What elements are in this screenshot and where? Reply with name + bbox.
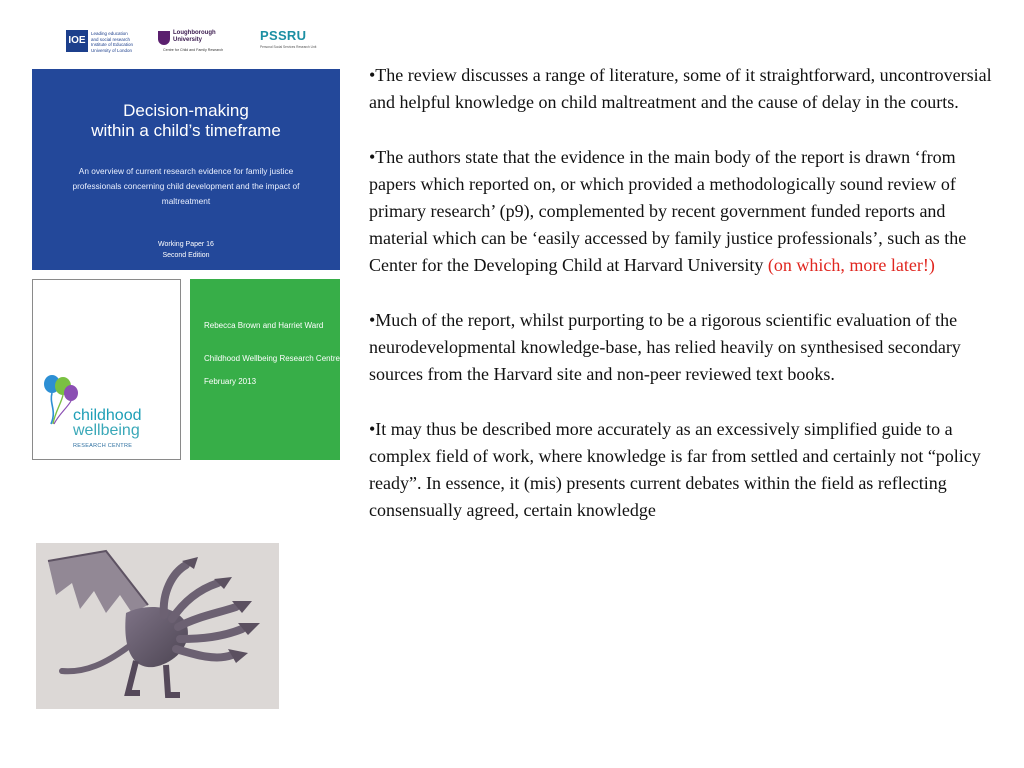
report-date: February 2013: [204, 377, 257, 386]
loughborough-logo-name: Loughborough University: [173, 30, 216, 43]
bullet-4: •It may thus be described more accurately as an excessively simplified guide to a complex field of work, where knowledge is far from settled and certainly not “policy ready”. In essence, it (mis) presents current debates within the field as reflecting consensually agreed, certain knowledge: [369, 418, 981, 521]
bullet-1: •The review discusses a range of literature, some of it straightforward, uncontroversial and helpful knowledge on child maltreatment and the cause of delay in the courts.: [369, 65, 992, 113]
slide-body-text: [369, 62, 999, 552]
report-cover-title: Decision-making within a child’s timeframe: [91, 101, 281, 140]
loughborough-crest-icon: [158, 31, 170, 45]
report-centre: Childhood Wellbeing Research Centre: [204, 354, 340, 363]
bullet-2-highlight: (on which, more later!): [767, 255, 935, 276]
report-authors: Rebecca Brown and Harriet Ward: [204, 321, 324, 330]
cwrc-logo-text: childhood wellbeing RESEARCH CENTRE: [73, 407, 142, 449]
ioe-logo-tagline: Leading education and social research Institute of Education University of London: [91, 31, 134, 53]
hydra-dragon-image: [36, 543, 279, 709]
bullet-2: [369, 144, 999, 280]
pssru-logo: [260, 28, 317, 51]
pssru-logo-name: PSSRU: [260, 28, 307, 43]
loughborough-logo-sub: Centre for Child and Family Research: [163, 48, 224, 52]
report-cover-working-paper: Working Paper 16 Second Edition: [158, 241, 214, 259]
hydra-dragon-icon: [36, 543, 279, 709]
report-cover-title-panel: [32, 69, 340, 270]
report-cover-info-panel: [190, 279, 340, 460]
bullet-3: •Much of the report, whilst purporting to be a rigorous scientific evaluation of the neurodevelopmental knowledge-base, has relied heavily on synthesised secondary sources from the Harvard site and non-peer reviewed text books.: [369, 309, 961, 385]
report-cover-logo-panel: [32, 279, 181, 460]
bullet-2-text: •The authors state that the evidence in the main body of the report is drawn ‘from papers which reported on, or which provided a methodologically sound review of primary research’ (p9), complemented by recent government funded reports and material which can be ‘easily accessed by family justice professionals’, such as the Center for the Developing Child at Harvard University: [369, 146, 967, 276]
ioe-logo-mark: IOE: [66, 30, 88, 52]
loughborough-logo: [158, 30, 224, 54]
pssru-logo-sub: Personal Social Services Research Unit: [260, 45, 317, 49]
ioe-logo: [66, 30, 134, 53]
report-cover-subtitle: An overview of current research evidence for family justice professionals concerning child development and the impact of maltreatment: [72, 166, 300, 206]
